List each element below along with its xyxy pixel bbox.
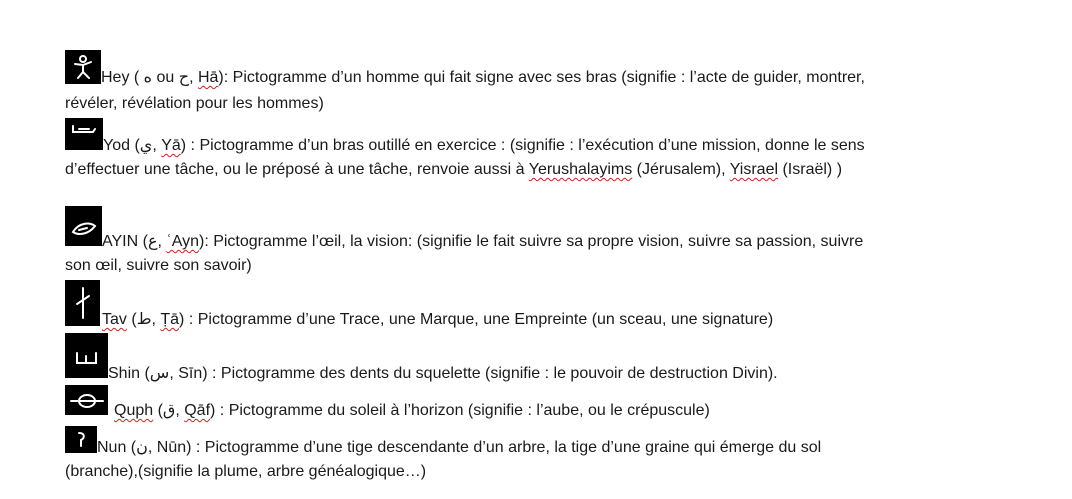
text: (Jérusalem), (632, 161, 730, 178)
text: (ق, (153, 402, 185, 419)
nun-line-2: (branche),(signifie la plume, arbre généalogique…) (65, 463, 427, 480)
yod-line-2 (65, 158, 842, 182)
tav-line-1 (102, 308, 773, 332)
arm-icon (65, 118, 103, 150)
text: Quph (114, 402, 154, 419)
text: Tav (102, 311, 127, 328)
quph-line-1 (114, 399, 710, 423)
text: ʿAyn (166, 233, 199, 250)
text: ) : Pictogramme d’une Trace, une Marque, une Empreinte (un sceau, une signature) (179, 311, 774, 328)
ayin-line-1 (102, 230, 863, 254)
stick-figure-icon (65, 50, 101, 84)
text: ): Pictogramme d’un homme qui fait signe avec ses bras (signifie : l’acte de guider, montrer, (218, 69, 865, 86)
text: Yerushalayims (528, 161, 633, 178)
cross-mark-icon (65, 280, 100, 326)
text: AYIN (ع, (102, 233, 167, 250)
text: ): Pictogramme l’œil, la vision: (signifie le fait suivre sa propre vision, suivre sa passion, suivre (198, 233, 864, 250)
text: Yā (161, 137, 181, 154)
text: d’effectuer une tâche, ou le préposé à une tâche, renvoie aussi à (65, 161, 529, 178)
text: ) : Pictogramme d’un bras outillé en exercice : (signifie : l’exécution d’une mission, donne le sens (180, 137, 865, 154)
teeth-icon (65, 333, 108, 378)
hey-line-1 (101, 66, 865, 90)
eye-icon (65, 206, 102, 246)
shin-line-1: Shin (س, Sīn) : Pictogramme des dents du squelette (signifie : le pouvoir de destruction Divin). (108, 365, 778, 382)
text: Ṭā (160, 311, 180, 328)
text: Yod (ي, (103, 137, 162, 154)
text: Yisrael (729, 161, 779, 178)
sprout-icon (65, 426, 97, 453)
text: Qāf (184, 402, 211, 419)
text: (ط, (126, 311, 161, 328)
nun-line-1: Nun (ن, Nūn) : Pictogramme d’une tige descendante d’un arbre, la tige d’une graine qui émerge du sol (97, 439, 822, 456)
text: ) : Pictogramme du soleil à l’horizon (signifie : l’aube, ou le crépuscule) (210, 402, 710, 419)
text: Hey ( ه ou ح, (101, 69, 198, 86)
yod-line-1 (103, 134, 865, 158)
ayin-line-2: son œil, suivre son savoir) (65, 257, 252, 274)
text: (Israël) ) (778, 161, 843, 178)
hey-line-2: révéler, révélation pour les hommes) (65, 95, 324, 112)
sun-horizon-icon (65, 385, 108, 415)
text: Hā (197, 69, 219, 86)
